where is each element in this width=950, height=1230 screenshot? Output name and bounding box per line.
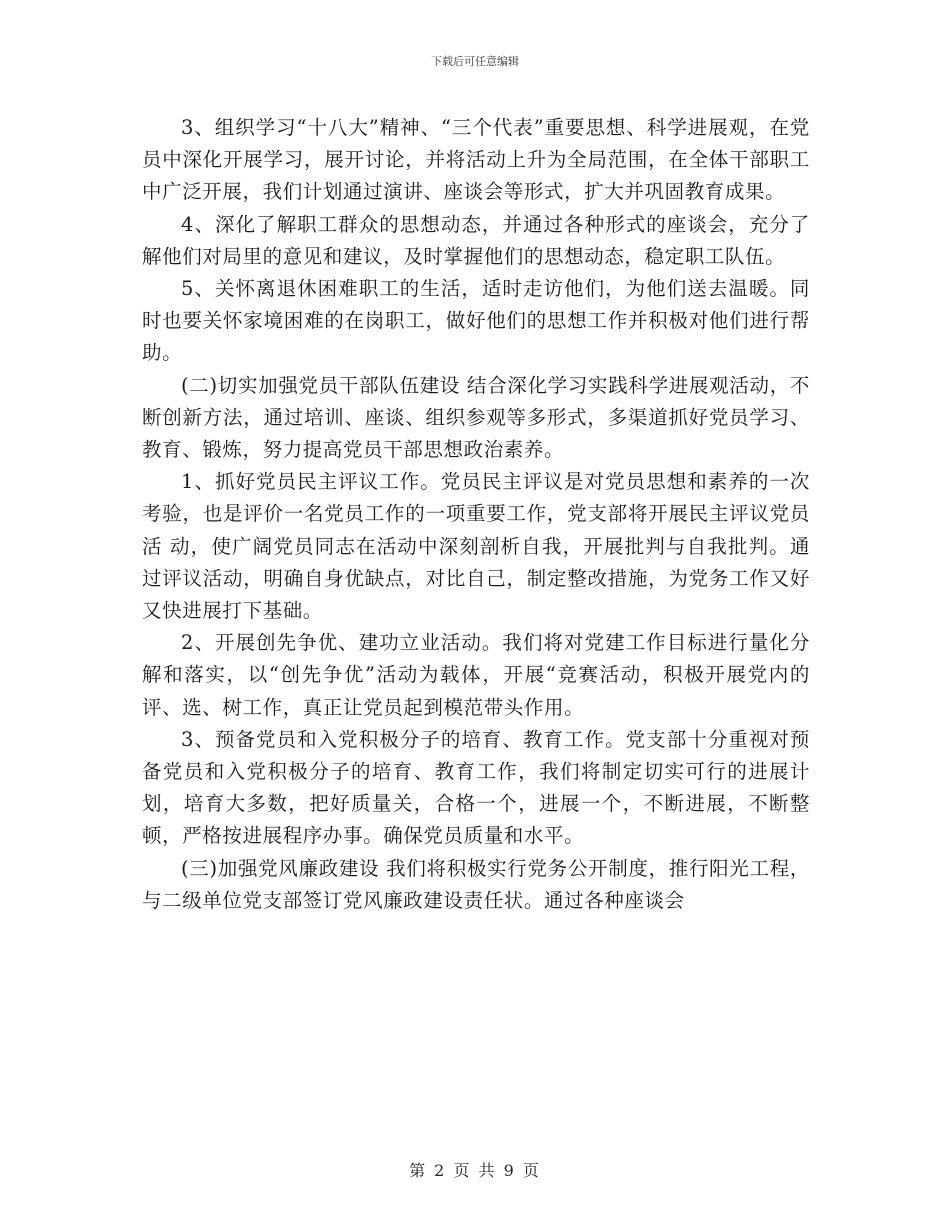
paragraph-democratic-appraisal: 1、抓好党员民主评议工作。党员民主评议是对党员思想和素养的一次考验，也是评价一名党员工作的一项重要工作，党支部将开展民主评议党员活 动，使广阔党员同志在活动中深刻剖析自我，开展批判与自我批判。通过评议活动，明确自身优缺点，对比自己，制定整改措施，为党务工作又好又快进展打下基础。 [142,470,810,623]
document-body [142,112,810,917]
page-header-note: 下载后可任意编辑 [431,55,519,68]
paragraph-employee-thoughts: 4、深化了解职工群众的思想动态，并通过各种形式的座谈会，充分了解他们对局里的意见和建议，及时掌握他们的思想动态，稳定职工队伍。 [142,212,810,268]
paragraph-probationary-members: 3、预备党员和入党积极分子的培育、教育工作。党支部十分重视对预备党员和入党积极分子的培育、教育工作，我们将制定切实可行的进展计划，培育大多数，把好质量关，合格一个，进展一个，不断进展，不断整顿，严格按进展程序办事。确保党员质量和水平。 [142,727,810,848]
paragraph-retiree-care: 5、关怀离退休困难职工的生活，适时走访他们，为他们送去温暖。同时也要关怀家境困难的在岗职工，做好他们的思想工作并积极对他们进行帮助。 [142,277,810,365]
paragraph-excellence-campaign: 2、开展创先争优、建功立业活动。我们将对党建工作目标进行量化分解和落实，以“创先争优”活动为载体，开展“竞赛活动，积极开展党内的评、选、树工作，真正让党员起到模范带头作用。 [142,631,810,719]
paragraph-section-three-heading: (三)加强党风廉政建设 我们将积极实行党务公开制度，推行阳光工程，与二级单位党支部签订党风廉政建设责任状。通过各种座谈会 [142,856,810,912]
paragraph-section-two-heading: (二)切实加强党员干部队伍建设 结合深化学习实践科学进展观活动，不断创新方法，通过培训、座谈、组织参观等多形式，多渠道抓好党员学习、教育、锻炼，努力提高党员干部思想政治素养。 [142,373,810,462]
page-number-footer: 第 2 页 共 9 页 [409,1161,541,1180]
paragraph-study-activities: 3、组织学习“十八大”精神、“三个代表”重要思想、科学进展观，在党员中深化开展学习，展开讨论，并将活动上升为全局范围，在全体干部职工中广泛开展，我们计划通过演讲、座谈会等形式，扩大并巩固教育成果。 [142,116,810,204]
